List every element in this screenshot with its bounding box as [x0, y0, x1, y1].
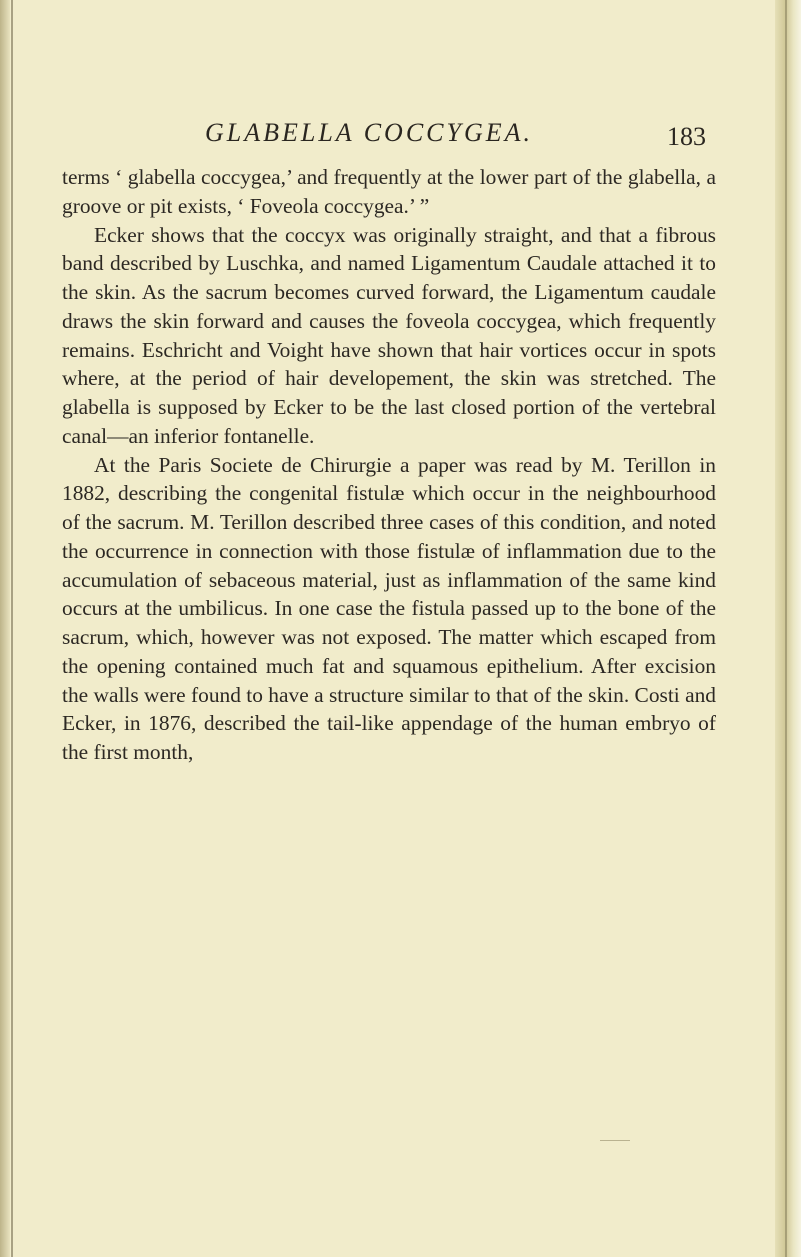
page-header — [60, 118, 720, 158]
page-right-edge-line — [785, 0, 787, 1257]
running-title: GLABELLA COCCYGEA. — [205, 118, 534, 147]
paragraph-2: Ecker shows that the coccyx was originally straight, and that a fibrous band described by Luschka, and named Ligamentum Caudale attached it to the skin. As the sacrum becomes curved forward, the Ligamentum caudale draws the skin forward and causes the foveola coccygea, which frequently remains. Eschricht and Voight have shown that hair vortices occur in spots where, at the period of hair developement, the skin was stretched. The glabella is supposed by Ecker to be the last closed portion of the vertebral canal—an inferior fontanelle. — [62, 222, 716, 448]
body-text — [62, 163, 716, 767]
signature-mark — [600, 1128, 630, 1141]
paragraph-3: At the Paris Societe de Chirurgie a paper was read by M. Terillon in 1882, describing the congenital fistulæ which occur in the neighbourhood of the sacrum. M. Terillon described three cases of this condition, and noted the occurrence in connection with those fistulæ of inflammation due to the accumulation of sebaceous material, just as inflammation of the same kind occurs at the umbilicus. In one case the fistula passed up to the bone of the sacrum, which, however was not exposed. The matter which escaped from the opening contained much fat and squamous epithelium. After excision the walls were found to have a structure similar to that of the skin. Costi and Ecker, in 1876, described the tail-like appendage of the human embryo of the first month, — [62, 452, 716, 764]
paragraph-1: terms ‘ glabella coccygea,’ and frequently at the lower part of the glabella, a groove or pit exists, ‘ Foveola coccygea.’ ” — [62, 165, 716, 218]
page-left-edge-line — [11, 0, 13, 1257]
page-right-gutter — [775, 0, 801, 1257]
page-left-shadow — [0, 0, 10, 1257]
page-number: 183 — [667, 122, 706, 151]
